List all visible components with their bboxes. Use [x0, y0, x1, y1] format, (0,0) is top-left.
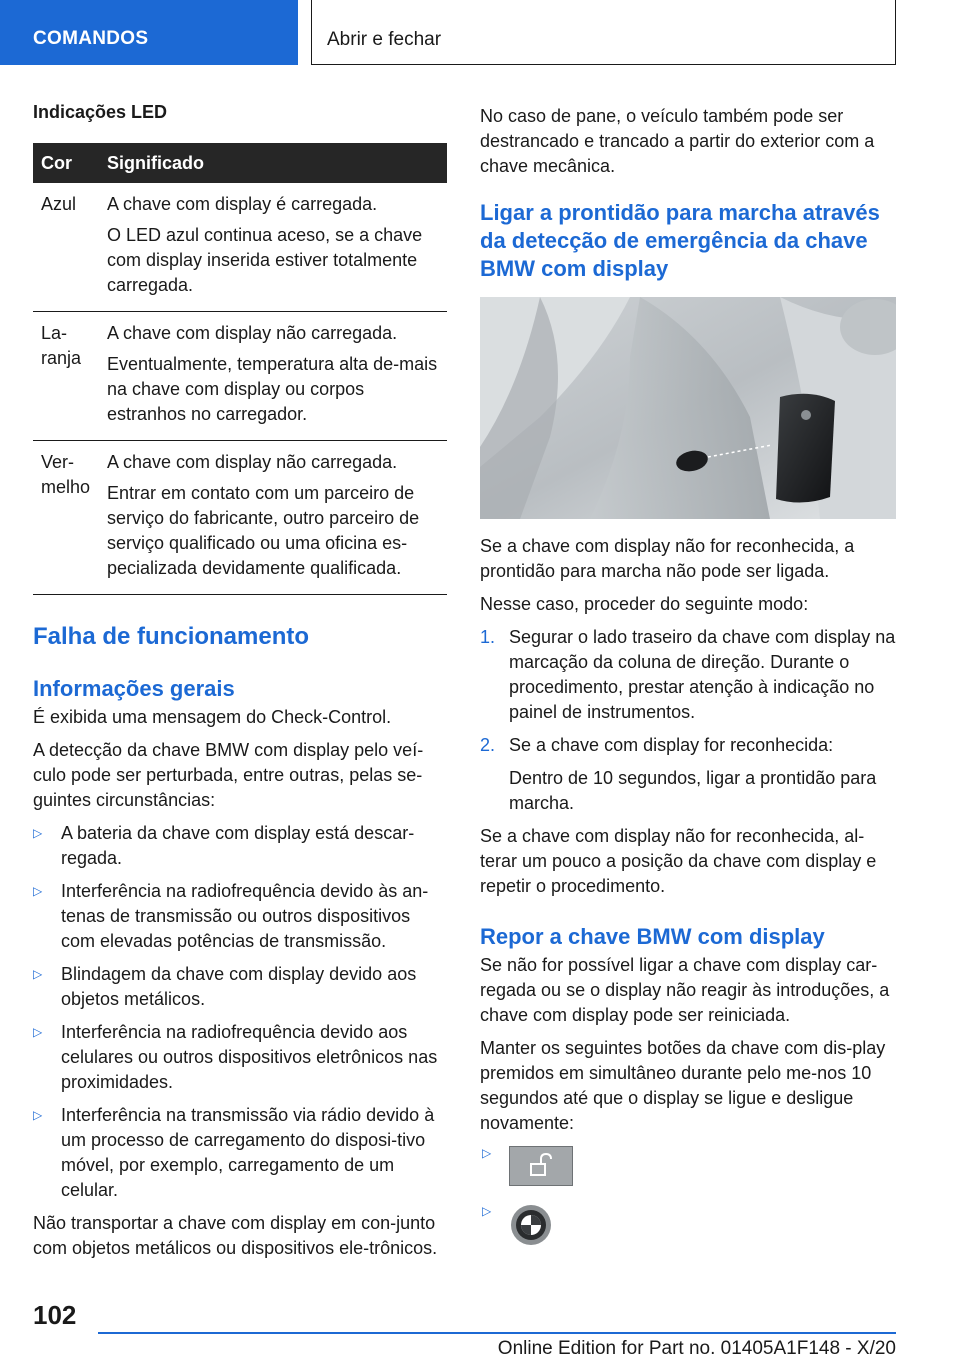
- heading-falha: Falha de funcionamento: [33, 623, 310, 650]
- cell-cor: La- ranja: [33, 312, 107, 441]
- table-row: [33, 183, 447, 312]
- key-steering-column-illustration: [480, 297, 896, 519]
- paragraph: Se não for possível ligar a chave com display car-regada ou se o display não reagir às introduções, a chave com display pode ser reiniciada.: [480, 955, 890, 1025]
- paragraph: É exibida uma mensagem do Check-Control.: [33, 707, 392, 727]
- list-item: ▷ A bateria da chave com display está descar-regada.: [33, 823, 415, 868]
- chapter-tab: [311, 0, 896, 65]
- section-title: COMANDOS: [33, 28, 149, 49]
- chapter-title: Abrir e fechar: [327, 29, 442, 50]
- list-item: ▷ Interferência na radiofrequência devido às an-tenas de transmissão ou outros dispositivos com elevadas potências de transmissão.: [33, 881, 429, 951]
- paragraph: Nesse caso, proceder do seguinte modo:: [480, 594, 809, 614]
- led-table: [33, 143, 447, 595]
- cell-cor: Ver- melho: [33, 441, 107, 595]
- table-row: [33, 441, 447, 595]
- triangle-bullet-icon: ▷: [33, 1108, 43, 1122]
- edition-note: Online Edition for Part no. 01405A1F148 - X/20: [497, 1338, 896, 1359]
- page-number: 102: [33, 1300, 77, 1330]
- list-item: 1. Segurar o lado traseiro da chave com display na marcação da coluna de direção. Durante o procedimento, prestar atenção à indicação no painel de instrumentos.: [480, 627, 896, 722]
- table-row: [33, 312, 447, 441]
- right-column: [480, 104, 896, 1246]
- circumstances-list: [33, 821, 447, 1203]
- paragraph: Se a chave com display não for reconhecida, al-terar um pouco a posição da chave com display e repetir o procedimento.: [480, 826, 877, 896]
- heading-informacoes: Informações gerais: [33, 676, 235, 701]
- heading-repor: Repor a chave BMW com display: [480, 924, 825, 949]
- triangle-bullet-icon: ▷: [33, 967, 43, 981]
- heading-ligar: Ligar a prontidão para marcha através da detecção de emergência da chave BMW com display: [480, 200, 880, 281]
- led-table-title: Indicações LED: [33, 102, 168, 122]
- triangle-bullet-icon: ▷: [33, 1025, 43, 1039]
- triangle-bullet-icon: ▷: [33, 884, 43, 898]
- paragraph: No caso de pane, o veículo também pode ser destrancado e trancado a partir do exterior com a chave mecânica.: [480, 106, 875, 176]
- list-item: ▷ Blindagem da chave com display devido aos objetos metálicos.: [33, 964, 417, 1009]
- button-item-unlock: [480, 1146, 896, 1188]
- paragraph: Se a chave com display não for reconhecida, a prontidão para marcha não pode ser ligada.: [480, 536, 855, 581]
- step-substep: Dentro de 10 segundos, ligar a prontidão para marcha.: [509, 768, 877, 813]
- cell-significado: A chave com display não carregada. Eventualmente, temperatura alta de-mais na chave com display ou corpos estranhos no carregador.: [107, 312, 447, 441]
- paragraph: A detecção da chave BMW com display pelo veí-culo pode ser perturbada, entre outras, pelas se-guintes circunstâncias:: [33, 740, 424, 810]
- cell-significado: A chave com display é carregada. O LED azul continua aceso, se a chave com display inserida estiver totalmente carregada.: [107, 183, 447, 312]
- cell-cor: Azul: [33, 183, 107, 312]
- col-significado: Significado: [107, 143, 447, 183]
- list-item: ▷ Interferência na transmissão via rádio devido à um processo de carregamento do disposi-tivo móvel, por exemplo, carregamento de um celular.: [33, 1105, 435, 1200]
- footer-rule: [98, 1332, 896, 1334]
- left-column: [33, 100, 447, 1261]
- triangle-bullet-icon: ▷: [33, 826, 43, 840]
- steps-list: [480, 625, 896, 816]
- list-item: 2. Se a chave com display for reconhecida: Dentro de 10 segundos, ligar a prontidão para marcha.: [480, 733, 896, 816]
- col-cor: Cor: [33, 143, 107, 183]
- led-table-header: [33, 143, 447, 183]
- unlock-button-icon: [509, 1146, 573, 1186]
- paragraph: Manter os seguintes botões da chave com dis-play premidos em simultâneo durante pelo me-nos 10 segundos até que o display se ligue e desligue novamente:: [480, 1038, 886, 1133]
- paragraph: Não transportar a chave com display em con-junto com objetos metálicos ou dispositivos ele-trônicos.: [33, 1213, 438, 1258]
- bmw-logo-button-icon: [509, 1204, 553, 1246]
- triangle-bullet-icon: ▷: [482, 1204, 492, 1218]
- button-item-bmw: [480, 1204, 896, 1246]
- list-item: ▷ Interferência na radiofrequência devido aos celulares ou outros dispositivos eletrônicos nas proximidades.: [33, 1022, 438, 1092]
- triangle-bullet-icon: ▷: [482, 1146, 492, 1160]
- section-tab: [0, 0, 298, 65]
- cell-significado: A chave com display não carregada. Entrar em contato com um parceiro de serviço do fabricante, outro parceiro de serviço qualificado ou uma oficina es-pecializada devidamente qualificada.: [107, 441, 447, 595]
